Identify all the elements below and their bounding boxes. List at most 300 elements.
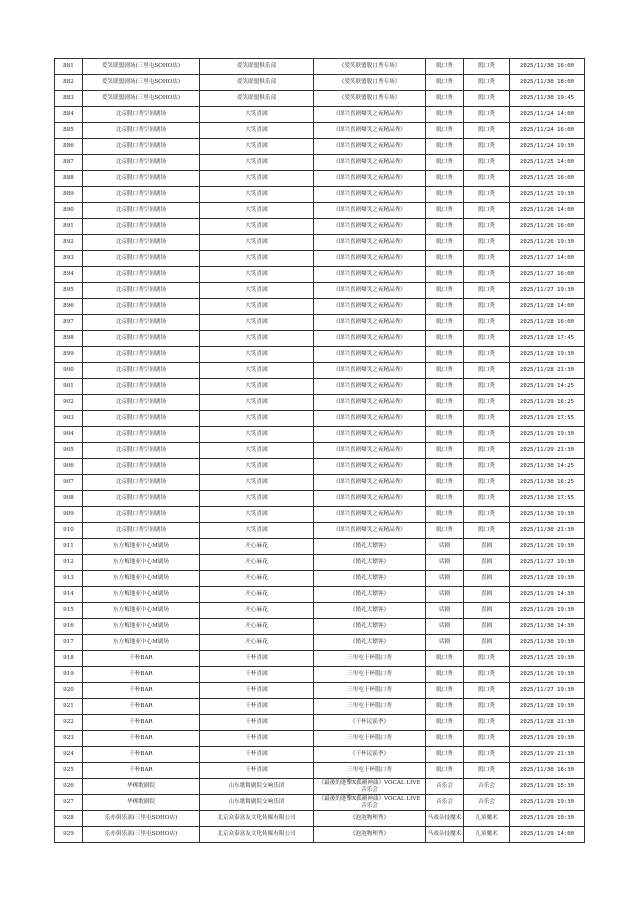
- venue-cell: 北京脱口秀空间剧场: [83, 283, 200, 299]
- venue-cell: 北京脱口秀空间剧场: [83, 251, 200, 267]
- venue-cell: 北京脱口秀空间剧场: [83, 123, 200, 139]
- show-time-cell: 2025/11/30 19:45: [510, 91, 585, 107]
- subcategory-cell: 脱口秀: [464, 251, 510, 267]
- organizer-cell: 大笑喜剧: [200, 379, 314, 395]
- organizer-cell: 干杯喜剧: [200, 683, 314, 699]
- table-row: [55, 59, 585, 75]
- subcategory-cell: 脱口秀: [464, 523, 510, 539]
- organizer-cell: 大笑喜剧: [200, 315, 314, 331]
- subcategory-cell: 脱口秀: [464, 379, 510, 395]
- show-title-cell: 《最後的進擊X孤劍神曲》VOCAL LIVE 音乐会: [314, 779, 426, 795]
- category-cell: 脱口秀: [426, 155, 464, 171]
- table-row: [55, 315, 585, 331]
- organizer-cell: 大笑喜剧: [200, 347, 314, 363]
- venue-cell: 东方梅地亚中心M剧场: [83, 539, 200, 555]
- category-cell: 话剧: [426, 555, 464, 571]
- row-number-cell: 886: [55, 139, 83, 155]
- row-number-cell: 891: [55, 219, 83, 235]
- show-time-cell: 2025/11/30 17:55: [510, 491, 585, 507]
- venue-cell: 北京脱口秀空间剧场: [83, 379, 200, 395]
- table-row: [55, 555, 585, 571]
- row-number-cell: 918: [55, 651, 83, 667]
- show-title-cell: 《婚礼大镖客》: [314, 635, 426, 651]
- category-cell: 马戏杂技魔术: [426, 811, 464, 827]
- table-row: [55, 139, 585, 155]
- show-time-cell: 2025/11/29 21:30: [510, 443, 585, 459]
- show-time-cell: 2025/11/29 21:30: [510, 747, 585, 763]
- table-row: [55, 811, 585, 827]
- venue-cell: 东方梅地亚中心M剧场: [83, 635, 200, 651]
- subcategory-cell: 脱口秀: [464, 347, 510, 363]
- show-title-cell: 《婚礼大镖客》: [314, 539, 426, 555]
- organizer-cell: 大笑喜剧: [200, 203, 314, 219]
- category-cell: 音乐会: [426, 795, 464, 811]
- table-row: [55, 827, 585, 843]
- subcategory-cell: 喜剧: [464, 571, 510, 587]
- category-cell: 脱口秀: [426, 219, 464, 235]
- subcategory-cell: 脱口秀: [464, 411, 510, 427]
- venue-cell: 北京脱口秀空间剧场: [83, 235, 200, 251]
- table-row: [55, 747, 585, 763]
- table-row: [55, 475, 585, 491]
- venue-cell: 北京脱口秀空间剧场: [83, 203, 200, 219]
- subcategory-cell: 音乐会: [464, 795, 510, 811]
- show-time-cell: 2025/11/30 14:30: [510, 619, 585, 635]
- venue-cell: 北京脱口秀空间剧场: [83, 491, 200, 507]
- show-time-cell: 2025/11/26 19:30: [510, 667, 585, 683]
- subcategory-cell: 脱口秀: [464, 267, 510, 283]
- venue-cell: 干杯BAR: [83, 699, 200, 715]
- show-title-cell: 《爱笑联盟脱口秀专场》: [314, 59, 426, 75]
- row-number-cell: 915: [55, 603, 83, 619]
- show-time-cell: 2025/11/28 19:30: [510, 699, 585, 715]
- row-number-cell: 928: [55, 811, 83, 827]
- subcategory-cell: 脱口秀: [464, 187, 510, 203]
- subcategory-cell: 脱口秀: [464, 475, 510, 491]
- table-row: [55, 731, 585, 747]
- table-row: [55, 347, 585, 363]
- table-row: [55, 235, 585, 251]
- category-cell: 脱口秀: [426, 507, 464, 523]
- table-row: [55, 795, 585, 811]
- venue-cell: 北京脱口秀空间剧场: [83, 187, 200, 203]
- show-time-cell: 2025/11/28 21:30: [510, 715, 585, 731]
- row-number-cell: 899: [55, 347, 83, 363]
- organizer-cell: 大笑喜剧: [200, 411, 314, 427]
- organizer-cell: 大笑喜剧: [200, 123, 314, 139]
- row-number-cell: 909: [55, 507, 83, 523]
- venue-cell: 东方梅地亚中心M剧场: [83, 571, 200, 587]
- row-number-cell: 887: [55, 155, 83, 171]
- subcategory-cell: 喜剧: [464, 555, 510, 571]
- table-row: [55, 411, 585, 427]
- row-number-cell: 883: [55, 91, 83, 107]
- category-cell: 脱口秀: [426, 411, 464, 427]
- organizer-cell: 山东歌舞剧院交响乐团: [200, 779, 314, 795]
- organizer-cell: 干杯喜剧: [200, 667, 314, 683]
- table-row: [55, 427, 585, 443]
- category-cell: 脱口秀: [426, 267, 464, 283]
- table-row: [55, 443, 585, 459]
- table-row: [55, 699, 585, 715]
- row-number-cell: 901: [55, 379, 83, 395]
- venue-cell: 东方梅地亚中心M剧场: [83, 619, 200, 635]
- organizer-cell: 大笑喜剧: [200, 235, 314, 251]
- table-row: [55, 491, 585, 507]
- organizer-cell: 大笑喜剧: [200, 395, 314, 411]
- organizer-cell: 开心麻花: [200, 539, 314, 555]
- subcategory-cell: 儿童魔术: [464, 811, 510, 827]
- organizer-cell: 大笑喜剧: [200, 187, 314, 203]
- venue-cell: 北京脱口秀空间剧场: [83, 155, 200, 171]
- organizer-cell: 大笑喜剧: [200, 507, 314, 523]
- venue-cell: 干杯BAR: [83, 715, 200, 731]
- row-number-cell: 925: [55, 763, 83, 779]
- subcategory-cell: 脱口秀: [464, 491, 510, 507]
- table-row: [55, 379, 585, 395]
- show-time-cell: 2025/11/30 16:25: [510, 475, 585, 491]
- subcategory-cell: 喜剧: [464, 635, 510, 651]
- organizer-cell: 爱笑联盟俱乐部: [200, 75, 314, 91]
- category-cell: 音乐会: [426, 779, 464, 795]
- table-row: [55, 635, 585, 651]
- performance-schedule-table: [54, 58, 585, 843]
- venue-cell: 北京脱口秀空间剧场: [83, 459, 200, 475]
- venue-cell: 北京脱口秀空间剧场: [83, 107, 200, 123]
- show-time-cell: 2025/11/29 15:30: [510, 779, 585, 795]
- subcategory-cell: 脱口秀: [464, 59, 510, 75]
- category-cell: 脱口秀: [426, 171, 464, 187]
- category-cell: 脱口秀: [426, 363, 464, 379]
- row-number-cell: 914: [55, 587, 83, 603]
- organizer-cell: 大笑喜剧: [200, 171, 314, 187]
- organizer-cell: 大笑喜剧: [200, 219, 314, 235]
- row-number-cell: 913: [55, 571, 83, 587]
- category-cell: 脱口秀: [426, 427, 464, 443]
- category-cell: 话剧: [426, 587, 464, 603]
- show-time-cell: 2025/11/26 19:30: [510, 235, 585, 251]
- category-cell: 脱口秀: [426, 523, 464, 539]
- row-number-cell: 911: [55, 539, 83, 555]
- row-number-cell: 888: [55, 171, 83, 187]
- row-number-cell: 892: [55, 235, 83, 251]
- show-time-cell: 2025/11/26 14:00: [510, 203, 585, 219]
- category-cell: 话剧: [426, 603, 464, 619]
- show-title-cell: 《即兴喜剧爆笑之夜精品秀》: [314, 203, 426, 219]
- category-cell: 脱口秀: [426, 379, 464, 395]
- organizer-cell: 干杯喜剧: [200, 699, 314, 715]
- subcategory-cell: 脱口秀: [464, 427, 510, 443]
- category-cell: 脱口秀: [426, 395, 464, 411]
- show-title-cell: 《即兴喜剧爆笑之夜精品秀》: [314, 523, 426, 539]
- show-time-cell: 2025/11/24 14:00: [510, 107, 585, 123]
- show-title-cell: 《即兴喜剧爆笑之夜精品秀》: [314, 235, 426, 251]
- show-title-cell: 《即兴喜剧爆笑之夜精品秀》: [314, 491, 426, 507]
- category-cell: 脱口秀: [426, 763, 464, 779]
- table-row: [55, 523, 585, 539]
- show-time-cell: 2025/11/27 16:00: [510, 267, 585, 283]
- organizer-cell: 大笑喜剧: [200, 443, 314, 459]
- show-title-cell: 《即兴喜剧爆笑之夜精品秀》: [314, 267, 426, 283]
- show-title-cell: 《即兴喜剧爆笑之夜精品秀》: [314, 411, 426, 427]
- table-row: [55, 363, 585, 379]
- row-number-cell: 889: [55, 187, 83, 203]
- subcategory-cell: 脱口秀: [464, 507, 510, 523]
- venue-cell: 华梆歌剧院: [83, 795, 200, 811]
- row-number-cell: 919: [55, 667, 83, 683]
- category-cell: 马戏杂技魔术: [426, 827, 464, 843]
- show-title-cell: 《即兴喜剧爆笑之夜精品秀》: [314, 107, 426, 123]
- row-number-cell: 908: [55, 491, 83, 507]
- show-time-cell: 2025/11/25 19:30: [510, 651, 585, 667]
- show-time-cell: 2025/11/27 19:30: [510, 683, 585, 699]
- subcategory-cell: 喜剧: [464, 587, 510, 603]
- organizer-cell: 爱笑联盟俱乐部: [200, 59, 314, 75]
- category-cell: 脱口秀: [426, 683, 464, 699]
- table-row: [55, 299, 585, 315]
- venue-cell: 干杯BAR: [83, 651, 200, 667]
- organizer-cell: 大笑喜剧: [200, 299, 314, 315]
- organizer-cell: 开心麻花: [200, 587, 314, 603]
- show-title-cell: 《婚礼大镖客》: [314, 603, 426, 619]
- venue-cell: 华梆歌剧院: [83, 779, 200, 795]
- row-number-cell: 900: [55, 363, 83, 379]
- table-row: [55, 779, 585, 795]
- table-row: [55, 107, 585, 123]
- show-title-cell: 《干杯民谣季》: [314, 715, 426, 731]
- organizer-cell: 大笑喜剧: [200, 475, 314, 491]
- row-number-cell: 906: [55, 459, 83, 475]
- venue-cell: 乐亦俱乐部(三里屯SOHO店): [83, 827, 200, 843]
- subcategory-cell: 脱口秀: [464, 171, 510, 187]
- row-number-cell: 897: [55, 315, 83, 331]
- show-time-cell: 2025/11/29 10:30: [510, 811, 585, 827]
- organizer-cell: 大笑喜剧: [200, 251, 314, 267]
- subcategory-cell: 脱口秀: [464, 91, 510, 107]
- row-number-cell: 905: [55, 443, 83, 459]
- show-title-cell: 《即兴喜剧爆笑之夜精品秀》: [314, 187, 426, 203]
- show-time-cell: 2025/11/28 16:00: [510, 315, 585, 331]
- subcategory-cell: 脱口秀: [464, 747, 510, 763]
- venue-cell: 乐亦俱乐部(三里屯SOHO店): [83, 811, 200, 827]
- show-time-cell: 2025/11/30 16:00: [510, 59, 585, 75]
- show-time-cell: 2025/11/26 16:00: [510, 219, 585, 235]
- organizer-cell: 大笑喜剧: [200, 139, 314, 155]
- subcategory-cell: 喜剧: [464, 603, 510, 619]
- table-row: [55, 571, 585, 587]
- show-title-cell: 三里屯干杯脱口秀: [314, 763, 426, 779]
- row-number-cell: 896: [55, 299, 83, 315]
- venue-cell: 东方梅地亚中心M剧场: [83, 603, 200, 619]
- organizer-cell: 干杯喜剧: [200, 715, 314, 731]
- row-number-cell: 895: [55, 283, 83, 299]
- table-row: [55, 619, 585, 635]
- row-number-cell: 907: [55, 475, 83, 491]
- venue-cell: 北京脱口秀空间剧场: [83, 523, 200, 539]
- show-time-cell: 2025/11/25 19:30: [510, 187, 585, 203]
- category-cell: 话剧: [426, 571, 464, 587]
- show-title-cell: 《即兴喜剧爆笑之夜精品秀》: [314, 251, 426, 267]
- category-cell: 脱口秀: [426, 315, 464, 331]
- venue-cell: 北京脱口秀空间剧场: [83, 299, 200, 315]
- show-title-cell: 《即兴喜剧爆笑之夜精品秀》: [314, 299, 426, 315]
- row-number-cell: 904: [55, 427, 83, 443]
- show-title-cell: 《即兴喜剧爆笑之夜精品秀》: [314, 123, 426, 139]
- subcategory-cell: 脱口秀: [464, 459, 510, 475]
- organizer-cell: 大笑喜剧: [200, 491, 314, 507]
- table-row: [55, 283, 585, 299]
- venue-cell: 北京脱口秀空间剧场: [83, 267, 200, 283]
- venue-cell: 北京脱口秀空间剧场: [83, 363, 200, 379]
- table-row: [55, 219, 585, 235]
- show-title-cell: 《婚礼大镖客》: [314, 571, 426, 587]
- show-time-cell: 2025/11/27 14:00: [510, 251, 585, 267]
- venue-cell: 北京脱口秀空间剧场: [83, 475, 200, 491]
- organizer-cell: 开心麻花: [200, 619, 314, 635]
- row-number-cell: 885: [55, 123, 83, 139]
- venue-cell: 东方梅地亚中心M剧场: [83, 587, 200, 603]
- show-title-cell: 《即兴喜剧爆笑之夜精品秀》: [314, 315, 426, 331]
- subcategory-cell: 脱口秀: [464, 299, 510, 315]
- organizer-cell: 干杯喜剧: [200, 747, 314, 763]
- category-cell: 脱口秀: [426, 251, 464, 267]
- table-row: [55, 459, 585, 475]
- table-row: [55, 763, 585, 779]
- show-time-cell: 2025/11/29 19:30: [510, 427, 585, 443]
- organizer-cell: 开心麻花: [200, 555, 314, 571]
- subcategory-cell: 脱口秀: [464, 123, 510, 139]
- venue-cell: 干杯BAR: [83, 747, 200, 763]
- venue-cell: 北京脱口秀空间剧场: [83, 171, 200, 187]
- show-title-cell: 《婚礼大镖客》: [314, 587, 426, 603]
- organizer-cell: 大笑喜剧: [200, 427, 314, 443]
- category-cell: 脱口秀: [426, 331, 464, 347]
- venue-cell: 北京脱口秀空间剧场: [83, 427, 200, 443]
- table-row: [55, 651, 585, 667]
- schedule-table-body: [55, 59, 585, 843]
- venue-cell: 北京脱口秀空间剧场: [83, 331, 200, 347]
- category-cell: 脱口秀: [426, 59, 464, 75]
- organizer-cell: 干杯喜剧: [200, 651, 314, 667]
- show-title-cell: 《即兴喜剧爆笑之夜精品秀》: [314, 443, 426, 459]
- row-number-cell: 924: [55, 747, 83, 763]
- show-time-cell: 2025/11/28 14:00: [510, 299, 585, 315]
- organizer-cell: 干杯喜剧: [200, 763, 314, 779]
- subcategory-cell: 脱口秀: [464, 683, 510, 699]
- row-number-cell: 923: [55, 731, 83, 747]
- subcategory-cell: 喜剧: [464, 619, 510, 635]
- category-cell: 脱口秀: [426, 187, 464, 203]
- category-cell: 脱口秀: [426, 347, 464, 363]
- venue-cell: 北京脱口秀空间剧场: [83, 507, 200, 523]
- row-number-cell: 912: [55, 555, 83, 571]
- show-title-cell: 《即兴喜剧爆笑之夜精品秀》: [314, 139, 426, 155]
- organizer-cell: 大笑喜剧: [200, 459, 314, 475]
- organizer-cell: 开心麻花: [200, 635, 314, 651]
- venue-cell: 北京脱口秀空间剧场: [83, 443, 200, 459]
- show-time-cell: 2025/11/25 16:00: [510, 171, 585, 187]
- table-row: [55, 155, 585, 171]
- show-title-cell: 三里屯干杯脱口秀: [314, 731, 426, 747]
- organizer-cell: 开心麻花: [200, 603, 314, 619]
- table-row: [55, 395, 585, 411]
- organizer-cell: 大笑喜剧: [200, 155, 314, 171]
- organizer-cell: 北京众泰富友文化传媒有限公司: [200, 827, 314, 843]
- row-number-cell: 920: [55, 683, 83, 699]
- subcategory-cell: 脱口秀: [464, 651, 510, 667]
- row-number-cell: 921: [55, 699, 83, 715]
- category-cell: 脱口秀: [426, 667, 464, 683]
- table-row: [55, 683, 585, 699]
- venue-cell: 干杯BAR: [83, 667, 200, 683]
- show-title-cell: 《即兴喜剧爆笑之夜精品秀》: [314, 363, 426, 379]
- venue-cell: 爱笑联盟剧场(三里屯SOHO店): [83, 91, 200, 107]
- show-time-cell: 2025/11/28 19:30: [510, 571, 585, 587]
- table-row: [55, 507, 585, 523]
- row-number-cell: 890: [55, 203, 83, 219]
- category-cell: 脱口秀: [426, 491, 464, 507]
- category-cell: 脱口秀: [426, 75, 464, 91]
- category-cell: 脱口秀: [426, 715, 464, 731]
- subcategory-cell: 脱口秀: [464, 203, 510, 219]
- subcategory-cell: 脱口秀: [464, 763, 510, 779]
- subcategory-cell: 脱口秀: [464, 235, 510, 251]
- show-time-cell: 2025/11/30 21:30: [510, 523, 585, 539]
- row-number-cell: 922: [55, 715, 83, 731]
- show-title-cell: 《即兴喜剧爆笑之夜精品秀》: [314, 507, 426, 523]
- show-time-cell: 2025/11/30 14:25: [510, 459, 585, 475]
- show-title-cell: 《泡泡物理秀》: [314, 827, 426, 843]
- subcategory-cell: 脱口秀: [464, 331, 510, 347]
- subcategory-cell: 脱口秀: [464, 75, 510, 91]
- show-title-cell: 《即兴喜剧爆笑之夜精品秀》: [314, 459, 426, 475]
- category-cell: 脱口秀: [426, 235, 464, 251]
- category-cell: 脱口秀: [426, 283, 464, 299]
- show-time-cell: 2025/11/24 19:30: [510, 139, 585, 155]
- table-row: [55, 587, 585, 603]
- subcategory-cell: 脱口秀: [464, 219, 510, 235]
- show-time-cell: 2025/11/27 19:30: [510, 283, 585, 299]
- table-row: [55, 331, 585, 347]
- row-number-cell: 917: [55, 635, 83, 651]
- subcategory-cell: 脱口秀: [464, 731, 510, 747]
- venue-cell: 北京脱口秀空间剧场: [83, 411, 200, 427]
- category-cell: 脱口秀: [426, 651, 464, 667]
- table-row: [55, 91, 585, 107]
- show-time-cell: 2025/11/29 14:25: [510, 379, 585, 395]
- category-cell: 脱口秀: [426, 299, 464, 315]
- venue-cell: 干杯BAR: [83, 763, 200, 779]
- category-cell: 脱口秀: [426, 731, 464, 747]
- show-title-cell: 《爱笑联盟脱口秀专场》: [314, 75, 426, 91]
- venue-cell: 爱笑联盟剧场(三里屯SOHO店): [83, 75, 200, 91]
- subcategory-cell: 脱口秀: [464, 715, 510, 731]
- category-cell: 脱口秀: [426, 139, 464, 155]
- show-title-cell: 三里屯干杯脱口秀: [314, 667, 426, 683]
- show-time-cell: 2025/11/28 21:30: [510, 363, 585, 379]
- show-time-cell: 2025/11/30 18:00: [510, 75, 585, 91]
- show-title-cell: 《即兴喜剧爆笑之夜精品秀》: [314, 219, 426, 235]
- category-cell: 话剧: [426, 539, 464, 555]
- venue-cell: 北京脱口秀空间剧场: [83, 315, 200, 331]
- show-time-cell: 2025/11/28 19:30: [510, 347, 585, 363]
- category-cell: 脱口秀: [426, 459, 464, 475]
- show-title-cell: 《即兴喜剧爆笑之夜精品秀》: [314, 347, 426, 363]
- venue-cell: 干杯BAR: [83, 683, 200, 699]
- show-title-cell: 《泡泡物理秀》: [314, 811, 426, 827]
- subcategory-cell: 脱口秀: [464, 699, 510, 715]
- category-cell: 脱口秀: [426, 475, 464, 491]
